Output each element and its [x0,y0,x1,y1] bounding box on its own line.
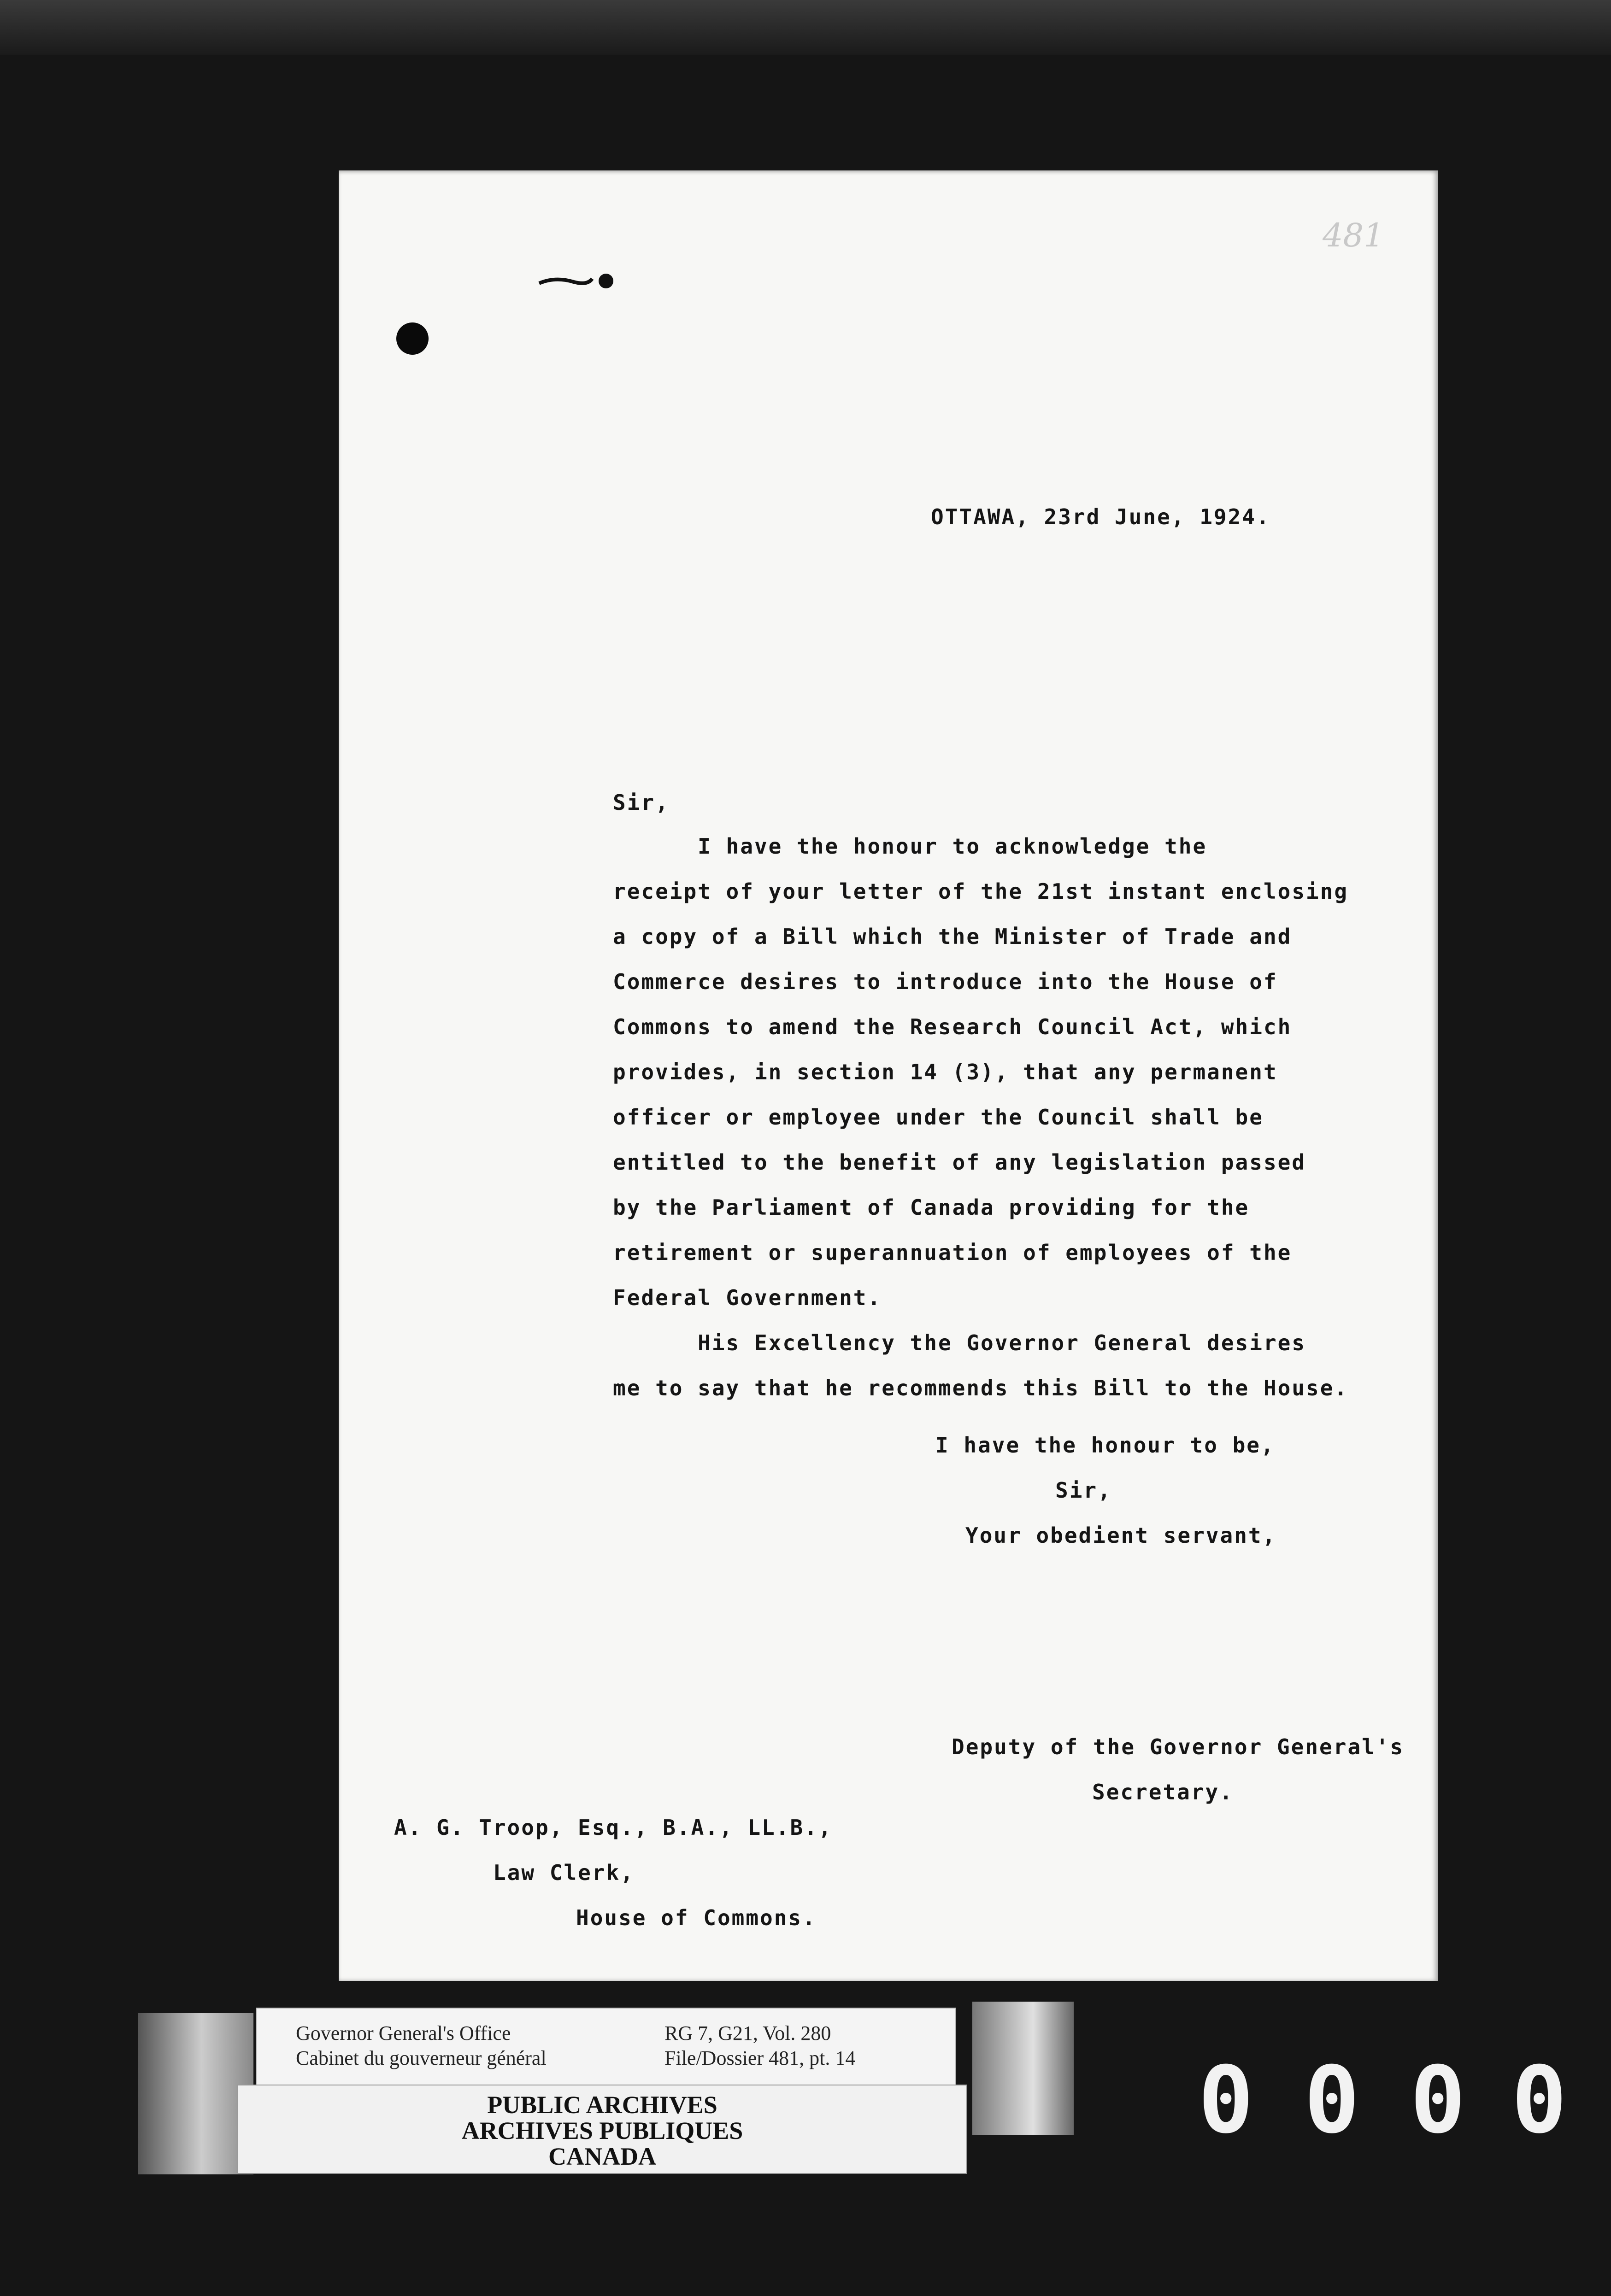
film-frame-marker-left [138,2013,253,2174]
addressee-line: A. G. Troop, Esq., B.A., LL.B., [394,1815,833,1840]
body-line: by the Parliament of Canada providing for the [613,1195,1250,1220]
strip-line-3: CANADA [548,2143,656,2170]
addressee-line: Law Clerk, [493,1860,635,1885]
body-line: receipt of your letter of the 21st instant enclosing [613,879,1349,904]
signature-line: Deputy of the Governor General's [952,1734,1405,1759]
film-frame-marker-right [972,2002,1074,2135]
closing-line: Your obedient servant, [965,1523,1277,1548]
office-french: Cabinet du gouverneur général [296,2047,547,2069]
frame-counter-digit: 0 [1304,2047,1360,2154]
body-line: officer or employee under the Council shall be [613,1105,1264,1130]
strip-line-1: PUBLIC ARCHIVES [487,2091,717,2119]
body-line: His Excellency the Governor General desires [613,1330,1306,1355]
public-archives-strip [237,2085,967,2174]
frame-counter-digit: 0 [1410,2047,1466,2154]
reference-line-2: File/Dossier 481, pt. 14 [664,2047,856,2069]
body-line: retirement or superannuation of employees of the [613,1240,1292,1265]
body-line: a copy of a Bill which the Minister of Trade and [613,924,1292,949]
closing-line: Sir, [1055,1478,1112,1503]
body-line: provides, in section 14 (3), that any permanent [613,1060,1278,1084]
signature-line: Secretary. [1092,1780,1234,1804]
body-line: entitled to the benefit of any legislation passed [613,1150,1306,1175]
addressee-line: House of Commons. [576,1905,817,1930]
folio-number: 481 [1323,217,1384,254]
reference-line-1: RG 7, G21, Vol. 280 [664,2022,831,2044]
closing-line: I have the honour to be, [935,1433,1275,1458]
body-line: me to say that he recommends this Bill to the House. [613,1376,1349,1400]
dateline: OTTAWA, 23rd June, 1924. [931,504,1270,529]
film-edge [0,0,1611,55]
salutation: Sir, [613,790,670,815]
office-english: Governor General's Office [296,2022,511,2044]
frame-counter-digit: 0 [1198,2047,1254,2154]
ink-mark [537,272,620,290]
strip-line-2: ARCHIVES PUBLIQUES [461,2117,743,2144]
body-line: Commerce desires to introduce into the House of [613,969,1278,994]
frame-counter-digit: 0 [1511,2047,1567,2154]
punch-hole [396,322,429,355]
body-line: Federal Government. [613,1285,882,1310]
body-line: I have the honour to acknowledge the [613,834,1207,859]
archive-reference-label [256,2008,956,2088]
body-line: Commons to amend the Research Council Act, which [613,1014,1292,1039]
